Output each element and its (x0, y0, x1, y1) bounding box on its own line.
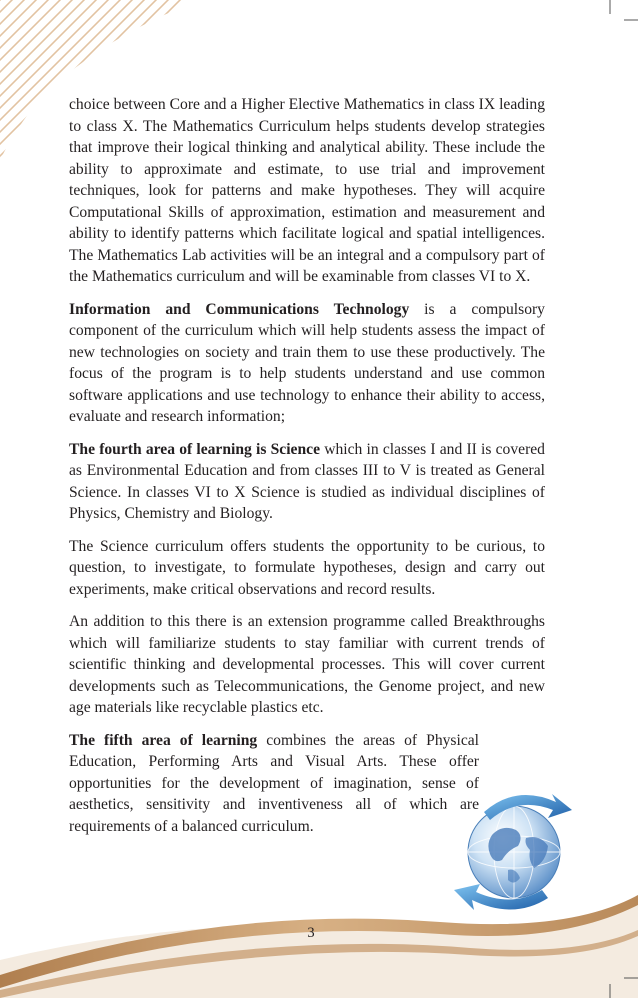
body-text (69, 94, 545, 848)
paragraph-text: An addition to this there is an extension programme called Breakthroughs which will familiarize students to stay familiar with current trends of scientific thinking and developmental processes. This will cover current developments such as Telecommunications, the Genome project, and new age materials like recyclable plastics etc. (69, 613, 545, 716)
paragraph-text: which in classes I and II is covered as Environmental Education and from classes III to V is treated as General Science. In classes VI to X Science is studied as individual disciplines of Physics, Chemistry and Biology. (69, 440, 545, 522)
paragraph-text: is a compulsory component of the curriculum which will help students assess the impact of new technologies on society and train them to use these productively. The focus of the program is to help students understand and use common software applications and use technology to enhance their ability to access, evaluate and research information; (69, 300, 545, 425)
paragraph-science (69, 439, 545, 525)
paragraph-lead: Information and Communications Technology (69, 300, 410, 318)
paragraph-text: The Science curriculum offers students the opportunity to be curious, to question, to investigate, to formulate hypotheses, design and carry out experiments, make critical observations and record results. (69, 537, 545, 598)
page-number: 3 (307, 925, 315, 941)
globe-with-arrows-icon (444, 780, 579, 920)
paragraph-lead: The fifth area of learning (69, 731, 258, 749)
paragraph-text: choice between Core and a Higher Elective Mathematics in class IX leading to class X. The Mathematics Curriculum helps students develop strategies that improve their logical thinking and analytical ability. These include the ability to approximate and estimate, to use trial and improvement techniques, look for patterns and make hypotheses. They will acquire Computational Skills of approximation, estimation and measurement and ability to identify patterns which facilitate logical and spatial intelligences. The Mathematics Lab activities will be an integral and a compulsory part of the Mathematics curriculum and will be examinable from classes VI to X. (69, 96, 545, 285)
paragraph-science-curriculum (69, 536, 545, 601)
paragraph-fifth-area (69, 730, 479, 838)
paragraph-breakthroughs (69, 611, 545, 719)
paragraph-mathematics (69, 94, 545, 288)
paragraph-ict (69, 299, 545, 428)
paragraph-text: combines the areas of Physical Education, Performing Arts and Visual Arts. These offer opportunities for the development of imagination, sense of aesthetics, sensitivity and inventiveness all of which are requirements of a balanced curriculum. (69, 731, 479, 835)
paragraph-lead: The fourth area of learning is Science (69, 440, 320, 458)
crop-marks (610, 0, 638, 998)
